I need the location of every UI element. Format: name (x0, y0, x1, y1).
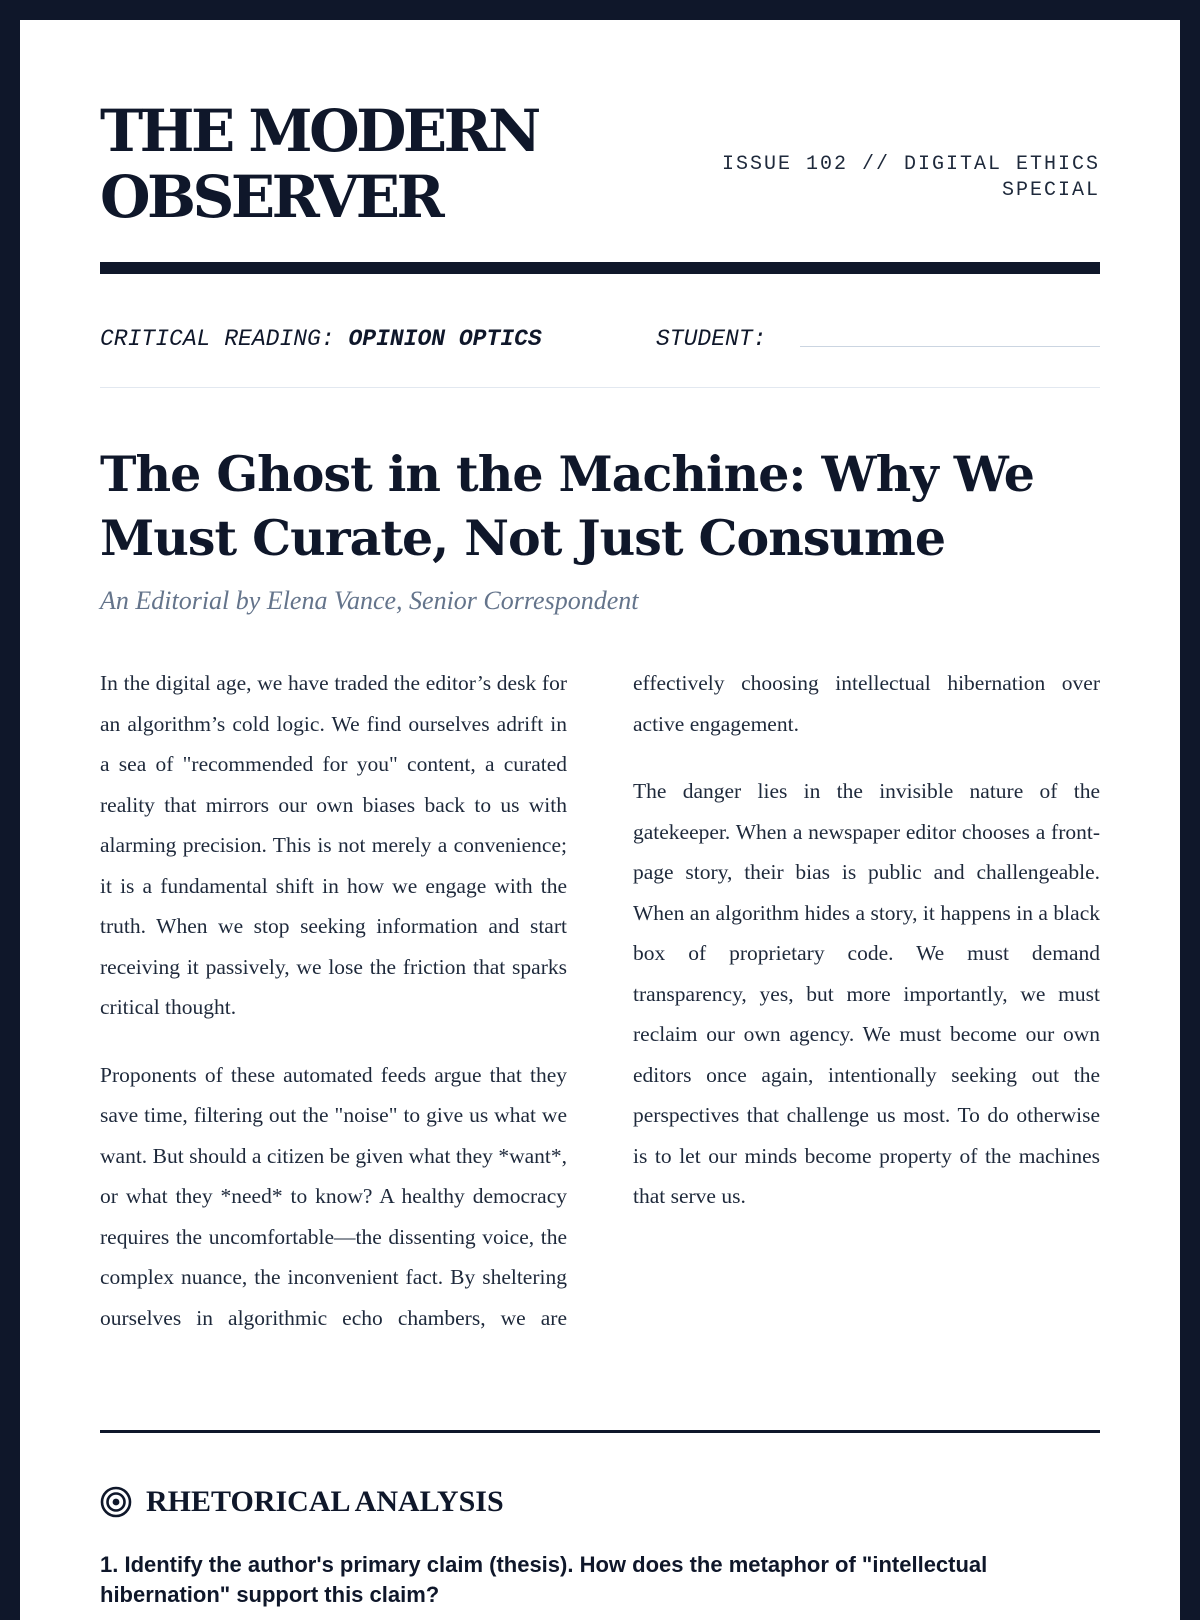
worksheet-label-emphasis: OPINION OPTICS (348, 326, 542, 352)
analysis-question: 1. Identify the author's primary claim (thesis). How does the metaphor of "intellectual hibernation" support this claim? (100, 1552, 988, 1607)
student-label: STUDENT: (656, 326, 767, 352)
analysis-title: RHETORICAL ANALYSIS (146, 1485, 504, 1518)
meta-divider (100, 387, 1100, 388)
article-paragraph: Proponents of these automated feeds argue that they save time, filtering out the "noise" to give us what we want. But should a citizen be given what they *want*, or what they *need* to know? A healthy democracy requires the uncomfortable—the dissenting voice, the complex nuance, the inconvenient fact. By sheltering ourselves in algorithmic echo chambers, we are effectively choosing intellectual hibernation over active engagement. (100, 671, 1100, 1330)
article-headline: The Ghost in the Machine: Why We Must Curate, Not Just Consume (100, 445, 1034, 567)
analysis-divider (100, 1430, 1100, 1433)
issue-line: ISSUE 102 // DIGITAL ETHICS SPECIAL (721, 153, 1100, 202)
worksheet-label-prefix: CRITICAL READING: (100, 326, 349, 352)
publication-title: THE MODERN OBSERVER (100, 97, 538, 231)
article-body (100, 663, 1100, 1383)
target-icon (100, 1486, 132, 1518)
article-paragraph: The danger lies in the invisible nature of the gatekeeper. When a newspaper editor chooses a front-page story, their bias is public and challengeable. When an algorithm hides a story, it happens in a black box of proprietary code. We must demand transparency, yes, but more importantly, we must reclaim our own agency. We must become our own editors once again, intentionally seeking out the perspectives that challenge us most. To do otherwise is to let our minds become property of the machines that serve us. (633, 779, 1100, 1208)
worksheet-meta (100, 326, 1100, 360)
worksheet-page (20, 20, 1180, 1620)
masthead-divider (100, 262, 1100, 274)
student-name-field[interactable] (800, 346, 1100, 347)
masthead (100, 98, 1100, 278)
article-paragraph: In the digital age, we have traded the editor’s desk for an algorithm’s cold logic. We find ourselves adrift in a sea of "recommended for you" content, a curated reality that mirrors our own biases back to us with alarming precision. This is not merely a convenience; it is a fundamental shift in how we engage with the truth. When we stop seeking information and start receiving it passively, we lose the friction that sparks critical thought. (100, 671, 567, 1019)
article-byline: An Editorial by Elena Vance, Senior Correspondent (100, 586, 639, 615)
worksheet-label (100, 326, 542, 352)
analysis-header (100, 1482, 1100, 1522)
